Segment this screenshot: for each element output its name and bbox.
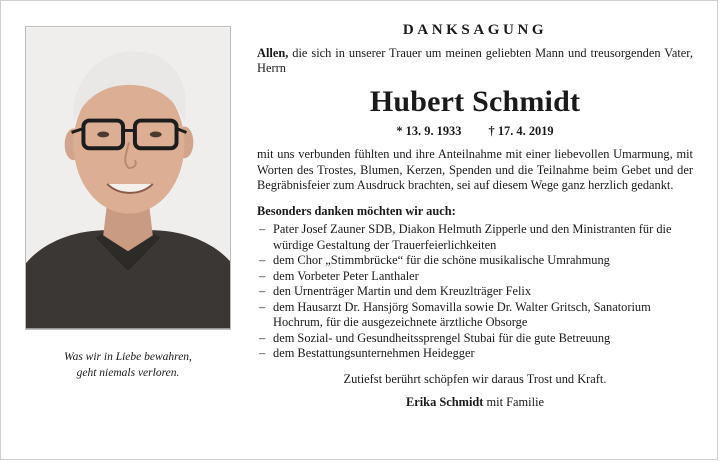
death-date: † 17. 4. 2019 bbox=[488, 123, 554, 138]
birth-date: * 13. 9. 1933 bbox=[396, 123, 462, 138]
life-dates bbox=[257, 124, 693, 140]
signature bbox=[257, 395, 693, 411]
special-thanks-list bbox=[257, 222, 693, 362]
intro-lead: Allen, bbox=[257, 45, 289, 60]
portrait-image bbox=[26, 27, 230, 329]
list-item: – dem Chor „Stimmbrücke“ für die schöne musikalische Umrahmung bbox=[257, 253, 693, 269]
signature-name: Erika Schmidt bbox=[405, 395, 484, 409]
list-item: – dem Bestattungsunternehmen Heidegger bbox=[257, 346, 693, 362]
notice-text-column bbox=[257, 23, 693, 411]
closing-line: Zutiefst berührt schöpfen wir daraus Trost und Kraft. bbox=[343, 371, 607, 386]
signature-suffix: mit Familie bbox=[483, 395, 545, 409]
intro-paragraph bbox=[257, 46, 693, 77]
list-item: – Pater Josef Zauner SDB, Diakon Helmuth Zipperle und den Ministranten für die würdige Gestaltung der Trauerfeierlichkeiten bbox=[257, 222, 693, 253]
intro-text: die sich in unserer Trauer um meinen geliebten Mann und treusorgenden Vater, Herrn bbox=[257, 45, 693, 75]
portrait-photo bbox=[25, 26, 231, 330]
motto-line-2: geht niemals verloren. bbox=[76, 367, 180, 379]
memorial-motto bbox=[25, 349, 231, 381]
list-item: – dem Vorbeter Peter Lanthaler bbox=[257, 269, 693, 285]
thanks-paragraph: mit uns verbunden fühlten und ihre Anteilnahme mit einer liebevollen Umarmung, mit Worten des Trostes, Blumen, Kerzen, Spenden und die Teilnahme beim Gebet und der Begräbnisfeier zum Ausdruck brachten, sei auf diesem Wege ganz herzlich gedankt. bbox=[257, 147, 693, 192]
deceased-name: Hubert Schmidt bbox=[369, 84, 581, 118]
list-item: – den Urnenträger Martin und dem Kreuzlträger Felix bbox=[257, 284, 693, 300]
list-item: – dem Hausarzt Dr. Hansjörg Somavilla sowie Dr. Walter Gritsch, Sanatorium Hochrum, für die ausgezeichnete ärztliche Obsorge bbox=[257, 300, 693, 331]
list-item: – dem Sozial- und Gesundheitssprengel Stubai für die gute Betreuung bbox=[257, 331, 693, 347]
special-thanks-title: Besonders danken möchten wir auch: bbox=[257, 203, 456, 218]
notice-heading: DANKSAGUNG bbox=[402, 22, 548, 38]
motto-line-1: Was wir in Liebe bewahren, bbox=[64, 351, 192, 363]
